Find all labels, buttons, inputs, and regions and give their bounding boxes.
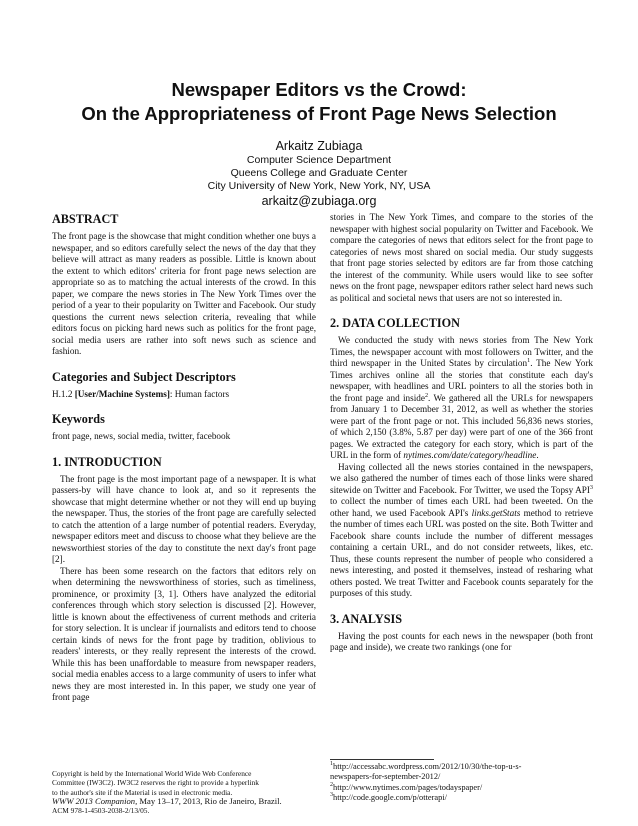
footnote-1-number: 1	[330, 761, 333, 768]
copyright-block	[52, 769, 322, 815]
data-collection-paragraph-1	[330, 335, 593, 462]
categories-text	[52, 389, 316, 401]
data-collection-paragraph-2	[330, 462, 593, 600]
author-affiliation-1: Computer Science Department	[246, 154, 392, 166]
footnote-1-url-a: http://accessabc.wordpress.com/2012/10/30/the-top-u-s-	[333, 762, 522, 771]
title-line-1: Newspaper Editors vs the Crowd:	[171, 79, 467, 100]
categories-rest: : Human factors	[169, 388, 230, 399]
footnote-1-cont[interactable]: newspapers-for-september-2012/	[330, 772, 441, 782]
intro-paragraph-2: There has been some research on the factors that editors rely on when determining the newsworthiness of stories, such as timeliness, prominence, or proximity [3, 1]. Others have analyzed the editorial conferences through which story selection is discussed [2]. However, little is known about the effectiveness of current methods and criteria for story selection. It is unclear if journalists and editors tend to choose certain kinds of news for the front page by tradition, oblivious to readers' interests, or they really represent the interests of the crowd. While this has been unaffordable to measure from newspaper readers, social media enables access to a large community of users to infer what news they are most interested in. In this paper, we study one year of front page	[52, 565, 316, 702]
categories-code: H.1.2	[52, 388, 73, 399]
introduction-heading: 1. INTRODUCTION	[52, 454, 162, 469]
conference-name: WWW 2013 Companion,	[52, 795, 138, 806]
footnotes-block	[330, 762, 593, 804]
paper-title	[0, 78, 638, 126]
footnote-rule	[330, 759, 434, 760]
copyright-line-5: ACM 978-1-4503-2038-2/13/05.	[52, 806, 150, 816]
author-affiliation-3: City University of New York, New York, NY, USA	[207, 180, 431, 192]
footnote-1[interactable]	[330, 762, 593, 772]
left-column	[52, 212, 316, 704]
footnote-3-number: 3	[330, 792, 333, 799]
author-block	[0, 138, 638, 209]
dc-api-method: links.getStats	[471, 507, 521, 518]
data-collection-heading: 2. DATA COLLECTION	[330, 316, 460, 330]
dc-p2-part-c: method to retrieve the number of times each URL was posted on the site. Both Twitter and Facebook share counts include the number of different messages containing a certain URL, and do not consider retweets, likes, etc. Thus, these counts represent the number of people who considered a news interesting, and posted it themselves, instead of resharing what others posted. We treat Twitter and Facebook counts separately for the purposes of this study.	[330, 507, 593, 598]
categories-bold: [User/Machine Systems]	[74, 388, 170, 399]
copyright-line-1: Copyright is held by the International World Wide Web Conference	[52, 769, 252, 778]
keywords-text: front page, news, social media, twitter, facebook	[52, 431, 231, 441]
footnote-2-number: 2	[330, 782, 333, 789]
footnote-2-url: http://www.nytimes.com/pages/todayspaper/	[333, 782, 483, 792]
dc-p1-part-b: . The New York Times archives online all the stories that constitute each day's newspaper, with headlines and URL pointers to all the stories both in the front page and inside	[330, 358, 593, 403]
footnote-2[interactable]	[330, 783, 593, 793]
intro-paragraph-1: The front page is the most important page of a newspaper. It is what passers-by will have chance to look at, and so it represents the showcase that might determine whether or not they will end up buying the newspaper. Thus, the stories of the front page are carefully selected to catch the attention of a large number of potential readers. Everyday, newspaper editors meet and discuss to choose what they believe are the newsworthiest stories of the day to constitute the next day's front page [2].	[52, 473, 316, 564]
keywords-heading: Keywords	[52, 412, 105, 426]
abstract-heading: ABSTRACT	[52, 212, 119, 226]
copyright-line-4	[52, 797, 322, 806]
title-line-2: On the Appropriateness of Front Page News Selection	[81, 103, 557, 124]
author-email[interactable]: arkaitz@zubiaga.org	[261, 194, 377, 208]
categories-heading: Categories and Subject Descriptors	[52, 369, 236, 384]
dc-p2-part-b: to collect the number of times each URL had been tweeted. On the other hand, we used Facebook API's	[330, 496, 593, 518]
analysis-heading: 3. ANALYSIS	[330, 611, 403, 626]
footnote-ref-2[interactable]: 2	[424, 391, 429, 399]
footnote-3[interactable]	[330, 793, 593, 803]
abstract-text: The front page is the showcase that might condition whether one buys a newspaper, and so editors carefully select the news of the day that they believe will attract as many readers as possible. Little is known about the extent to which editors' criteria for front page news selection are appropriate so as to matching the actual interests of the crowd. In this paper, we compare the news stories in The New York Times over the period of a year to their popularity on Twitter and Facebook. Our study questions the current news selection criteria, revealing that while editors focus on picking hard news such as politics for the front page, social media users are rather into soft news such as science and fashion.	[52, 231, 316, 356]
copyright-line-2: Committee (IW3C2). IW3C2 reserves the right to provide a hyperlink	[52, 778, 259, 788]
dc-p2-part-a: Having collected all the news stories contained in the newspapers, we also gathered the number of times each of those links were shared sitewide on Twitter and Facebook. For Twitter, we used the Topsy API	[330, 461, 593, 495]
footnote-3-url: http://code.google.com/p/otterapi/	[333, 793, 447, 803]
author-affiliation-2: Queens College and Graduate Center	[230, 167, 408, 179]
copyright-line-3: to the author's site if the Material is used in electronic media.	[52, 787, 233, 797]
conference-details: May 13–17, 2013, Rio de Janeiro, Brazil.	[137, 795, 282, 806]
dc-url-pattern: nytimes.com/date/category/headline	[403, 450, 537, 460]
analysis-paragraph: Having the post counts for each news in the newspaper (both front page and inside), we create two rankings (one for	[330, 630, 593, 652]
footnote-ref-3[interactable]: 3	[589, 483, 593, 491]
dc-p1-part-a: We conducted the study with news stories from The New York Times, the newspaper account with most followers on Twitter, and the third newspaper in the United States by circulation	[330, 335, 593, 368]
dc-p1-end: .	[536, 450, 539, 460]
author-name: Arkaitz Zubiaga	[275, 139, 363, 153]
right-column	[330, 212, 593, 654]
intro-continuation: stories in The New York Times, and compare to the stories of the newspaper with highest social popularity on Twitter and Facebook. We compare the categories of news that editors select for the front page to categories of news most shared on social media. Our study suggests that front page stories selected by editors are far from those catching the interest of the community. While users would like to see softer news on the front page, newspaper editors rather select hard news such as political and societal news that users are not so interested in.	[330, 212, 593, 303]
dc-p1-part-c: . We gathered all the URLs for newspapers from January 1 to December 31, 2012, as well as whether the stories were part of the front page or not. This included 56,836 news stories, of which 2,150 (3.8%, 5.87 per day) were part of one of the 366 front pages. We extracted the category for each story, which is part of the URL in the form of	[330, 392, 593, 460]
footnote-ref-1[interactable]: 1	[527, 356, 531, 364]
